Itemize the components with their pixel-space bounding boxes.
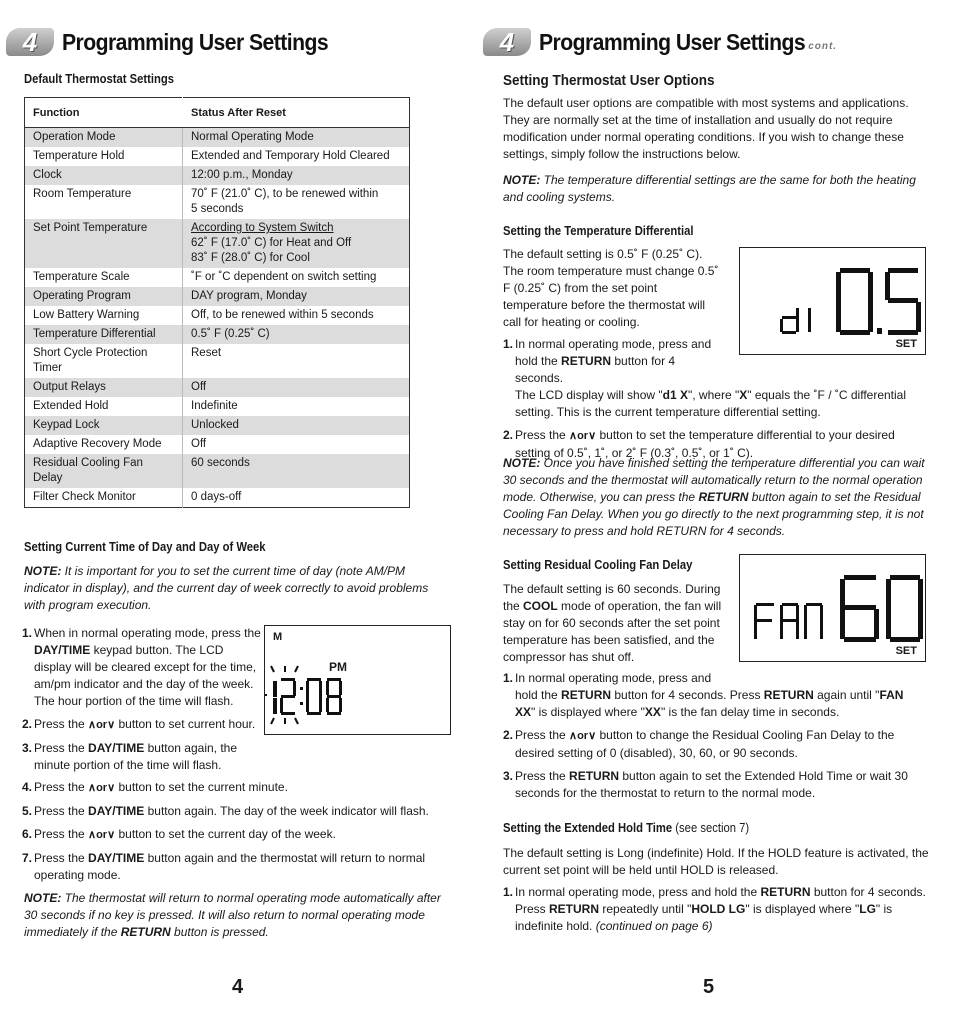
- function-cell: Filter Check Monitor: [25, 488, 183, 508]
- step-bold: RETURN: [561, 354, 612, 368]
- step-item: [22, 779, 452, 797]
- step-item: [22, 716, 262, 734]
- function-cell: Temperature Differential: [25, 325, 183, 344]
- note-label: NOTE:: [24, 564, 62, 578]
- step-text: In normal operating mode, press and hold the: [515, 337, 712, 368]
- step-number: 1.: [503, 337, 514, 351]
- step-number: 3.: [503, 769, 514, 783]
- step-text: Press the: [34, 741, 89, 755]
- step-text: ", where ": [688, 388, 740, 402]
- status-cell: 70˚ F (21.0˚ C), to be renewed within 5 seconds: [191, 188, 379, 215]
- time-steps-b: [22, 779, 452, 884]
- up-down-arrow-icon: ∧or∨: [569, 430, 597, 442]
- step-bold: HOLD LG: [691, 902, 746, 916]
- lcd-ampm: PM: [329, 660, 347, 674]
- step-text: keypad button. The LCD display will be cleared except for the time, am/pm indicator and the day of the week. The hour portion of the time will flash.: [34, 643, 257, 708]
- status-cell: Indefinite: [191, 400, 238, 412]
- step-text: Press the: [34, 780, 89, 794]
- diff-heading: Setting the Temperature Differential: [503, 224, 694, 238]
- step-text: " is indefinite hold.: [515, 902, 893, 933]
- fan-text-part: The default setting is 60 seconds. During the: [503, 582, 721, 613]
- time-heading: Setting Current Time of Day and Day of Week: [24, 540, 266, 554]
- note-bold: RETURN: [698, 490, 749, 504]
- step-text: Press the: [34, 717, 89, 731]
- step-item: [503, 768, 923, 802]
- step-bold: RETURN: [561, 688, 612, 702]
- step-bold: RETURN: [549, 902, 600, 916]
- fan-steps: [503, 670, 923, 802]
- status-cell: 0.5˚ F (0.25˚ C): [183, 325, 410, 344]
- lcd-set-label: SET: [895, 338, 917, 350]
- step-bold: LG: [859, 902, 876, 916]
- note-text: button is pressed.: [170, 925, 269, 939]
- step-italic: (continued on page 6): [595, 919, 713, 933]
- table-row: [25, 416, 410, 435]
- step-text: button to set current hour.: [115, 717, 256, 731]
- section-header: [483, 26, 837, 58]
- function-cell: Adaptive Recovery Mode: [25, 435, 183, 454]
- up-down-arrow-icon: ∧or∨: [569, 730, 597, 742]
- step-text: button again to set the Extended Hold Time or wait 30 seconds for the thermostat to return to the normal mode.: [515, 769, 908, 800]
- status-cell: DAY program, Monday: [183, 287, 410, 306]
- step-item: [503, 670, 923, 721]
- table-header-row: [25, 98, 410, 128]
- step-bold: RETURN: [763, 688, 814, 702]
- step-text: Press the: [515, 728, 570, 742]
- step-item: [22, 740, 262, 774]
- function-cell: Keypad Lock: [25, 416, 183, 435]
- step-text: button again and the thermostat will return to normal operating mode.: [34, 851, 426, 882]
- table-row: [25, 166, 410, 185]
- step-text: hold the: [515, 688, 562, 702]
- status-cell: According to System Switch 62˚ F (17.0˚ C) for Heat and Off 83˚ F (28.0˚ C) for Cool: [183, 219, 410, 268]
- step-text: " is the fan delay time in seconds.: [660, 705, 840, 719]
- table-row: [25, 219, 410, 268]
- note-text: The temperature differential settings are the same for both the heating and cooling systems.: [503, 173, 916, 204]
- note-text: button again to set the Residual Cooling Fan Delay. When you go directly to the next programming step, it is not necessary to press and hold RETURN for 4 seconds.: [503, 490, 924, 538]
- note-bold: RETURN: [120, 925, 171, 939]
- column-header: Function: [25, 98, 183, 128]
- fan-heading: Setting Residual Cooling Fan Delay: [503, 558, 693, 572]
- step-number: 1.: [503, 885, 514, 899]
- note-text: It is important for you to set the current time of day (note AM/PM indicator in display), and the current day of week correctly to avoid problems with program execution.: [24, 564, 429, 612]
- status-cell: Normal Operating Mode: [183, 128, 410, 148]
- function-cell: Output Relays: [25, 378, 183, 397]
- step-text: " is displayed where ": [745, 902, 860, 916]
- step-text: The LCD display will show ": [515, 388, 663, 402]
- step-number: 1.: [22, 626, 33, 640]
- status-cell: 12:00 p.m., Monday: [183, 166, 410, 185]
- step-text: Press the: [515, 769, 570, 783]
- function-cell: Operation Mode: [25, 128, 183, 148]
- function-cell: Low Battery Warning: [25, 306, 183, 325]
- function-cell: Set Point Temperature: [25, 219, 183, 268]
- page-title: Programming User Settings: [62, 28, 329, 55]
- fan-text-part: mode of operation, the fan will stay on for 60 seconds after the set point temperature has been satisfied, and the compressor has shut off.: [503, 599, 722, 664]
- step-number: 5.: [22, 804, 33, 818]
- step-text: Press the: [34, 827, 89, 841]
- note-text: The thermostat will return to normal operating mode automatically after 30 seconds if no key is pressed. It will also return to normal operating mode immediately if the: [24, 891, 441, 939]
- note-label: NOTE:: [503, 456, 541, 470]
- note-text: Once you have finished setting the temperature differential you can wait 30 seconds and the thermostat will automatically return to the normal operation mode. Otherwise, you can press the: [503, 456, 925, 504]
- diff-text: The default setting is 0.5˚ F (0.25˚ C). The room temperature must change 0.5˚ F (0.25˚ C) from the set point temperature before the thermostat will call for heating or cooling.: [503, 247, 719, 329]
- table-row: [25, 378, 410, 397]
- section-header: [6, 26, 351, 58]
- function-cell: Short Cycle Protection Timer: [25, 344, 183, 378]
- step-bold: XX: [644, 705, 661, 719]
- page-title: Programming User Settings: [539, 28, 806, 55]
- table-row: [25, 268, 410, 287]
- note-label: NOTE:: [24, 891, 62, 905]
- status-cell: Unlocked: [183, 416, 410, 435]
- page-number: 4: [232, 976, 244, 998]
- defaults-table: [24, 97, 410, 508]
- step-number: 2.: [503, 728, 514, 742]
- step-bold: FAN XX: [515, 688, 904, 719]
- status-cell: Off: [191, 438, 207, 450]
- step-number: 2.: [503, 428, 514, 442]
- table-row: [25, 147, 410, 166]
- step-text: button to set the current minute.: [115, 780, 288, 794]
- step-item: [22, 803, 452, 820]
- step-bold: RETURN: [569, 769, 620, 783]
- status-cell: Reset: [191, 347, 222, 359]
- note-label: NOTE:: [503, 173, 541, 187]
- hold-heading-text: Setting the Extended Hold Time: [503, 821, 673, 835]
- page-number: 5: [703, 976, 715, 998]
- function-cell: Operating Program: [25, 287, 183, 306]
- table-heading: Default Thermostat Settings: [24, 72, 175, 86]
- up-down-arrow-icon: ∧or∨: [88, 829, 116, 841]
- fan-text-bold: COOL: [523, 599, 558, 613]
- table-row: [25, 325, 410, 344]
- step-item: [22, 625, 262, 710]
- function-cell: Extended Hold: [25, 397, 183, 416]
- step-text: " is displayed where ": [531, 705, 645, 719]
- step-bold: DAY/TIME: [88, 804, 145, 818]
- step-text: button to change the Residual Cooling Fan Delay to the desired setting of 0 (disabled), 30, 60, or 90 seconds.: [515, 728, 895, 760]
- hold-text: The default setting is Long (indefinite) Hold. If the HOLD feature is activated, the current set point will be held until HOLD is released.: [503, 846, 929, 877]
- step-item: [503, 727, 923, 762]
- step-text: again until ": [813, 688, 880, 702]
- hold-heading-suffix: (see section 7): [672, 821, 750, 835]
- step-text: button again. The day of the week indicator will flash.: [144, 804, 429, 818]
- step-text: repeatedly until ": [599, 902, 692, 916]
- step-text: button to set the temperature differential to your desired setting of 0.5˚, 1˚, or 2˚ F (0.3˚, 0.5˚, or 1˚ C).: [515, 428, 895, 460]
- function-cell: Residual Cooling Fan Delay: [25, 454, 183, 488]
- step-text: In normal operating mode, press and hold the: [515, 885, 761, 899]
- step-bold: DAY/TIME: [34, 643, 91, 657]
- up-down-arrow-icon: ∧or∨: [88, 719, 116, 731]
- step-number: 7.: [22, 851, 33, 865]
- lcd-clock-segments: [265, 626, 452, 736]
- status-cell: ˚F or ˚C dependent on switch setting: [191, 271, 377, 283]
- step-text: Press the: [34, 851, 89, 865]
- step-text: Press the: [515, 428, 570, 442]
- note-1: [503, 172, 923, 206]
- function-cell: Temperature Scale: [25, 268, 183, 287]
- table-row: [25, 435, 410, 454]
- time-note: [24, 563, 434, 614]
- step-number: 3.: [22, 741, 33, 755]
- lcd-day: M: [273, 631, 283, 643]
- hold-steps: [503, 884, 929, 935]
- up-down-arrow-icon: ∧or∨: [88, 782, 116, 794]
- step-number: 6.: [22, 827, 33, 841]
- status-cell: 0 days-off: [191, 491, 242, 503]
- table-row: [25, 306, 410, 325]
- step-text: When in normal operating mode, press the: [34, 626, 261, 640]
- end-note: [24, 890, 454, 941]
- diff-steps: [503, 336, 923, 462]
- options-intro: The default user options are compatible with most systems and applications. They are normally set at the time of installation and usually do not require modification under normal operating conditions. If you wish to change these settings, simply follow the instructions below.: [503, 96, 909, 161]
- step-text: In normal operating mode, press and: [515, 671, 712, 685]
- step-bold: X: [739, 388, 748, 402]
- status-cell: Off: [183, 378, 410, 397]
- table-row: [25, 287, 410, 306]
- table-row: [25, 488, 410, 508]
- options-heading: Setting Thermostat User Options: [503, 72, 715, 89]
- step-text: Press the: [34, 804, 89, 818]
- function-cell: Room Temperature: [25, 185, 183, 219]
- step-item: [503, 884, 929, 935]
- table-row: [25, 397, 410, 416]
- table-row: [25, 454, 410, 488]
- function-cell: Temperature Hold: [25, 147, 183, 166]
- table-row: [25, 128, 410, 148]
- step-text: button for 4 seconds.: [515, 354, 676, 385]
- fan-text: [503, 581, 725, 666]
- step-bold: RETURN: [760, 885, 811, 899]
- step-text: button to set the current day of the week.: [115, 827, 336, 841]
- continued-label: cont.: [808, 41, 838, 52]
- step-bold: DAY/TIME: [88, 741, 145, 755]
- step-number: 2.: [22, 717, 33, 731]
- time-steps-a: [22, 625, 262, 774]
- status-cell: Off, to be renewed within 5 seconds: [191, 309, 374, 321]
- right-page: [477, 0, 954, 1018]
- column-header: Status After Reset: [183, 98, 410, 128]
- step-number: 1.: [503, 671, 514, 685]
- note-2: [503, 455, 929, 540]
- step-bold: DAY/TIME: [88, 851, 145, 865]
- step-item: [22, 826, 452, 844]
- step-item: [503, 336, 923, 421]
- section-badge: 4: [483, 28, 531, 56]
- table-row: [25, 344, 410, 378]
- step-item: [22, 850, 452, 884]
- lcd-fan-display: [739, 554, 926, 662]
- hold-heading: [503, 821, 749, 835]
- lcd-set-label: SET: [895, 645, 917, 657]
- step-bold: d1 X: [662, 388, 688, 402]
- step-text: " equals the ˚F / ˚C differential setting. This is the current temperature differential setting.: [515, 388, 907, 419]
- function-cell: Clock: [25, 166, 183, 185]
- step-number: 4.: [22, 780, 33, 794]
- status-cell: 60 seconds: [183, 454, 410, 488]
- step-text: button for 4 seconds. Press: [515, 885, 926, 916]
- lcd-clock-display: [264, 625, 451, 735]
- step-text: button again, the minute portion of the time will flash.: [34, 741, 238, 772]
- step-text: button for 4 seconds. Press: [611, 688, 764, 702]
- table-row: [25, 185, 410, 219]
- status-cell: Extended and Temporary Hold Cleared: [191, 150, 390, 162]
- section-badge: 4: [6, 28, 54, 56]
